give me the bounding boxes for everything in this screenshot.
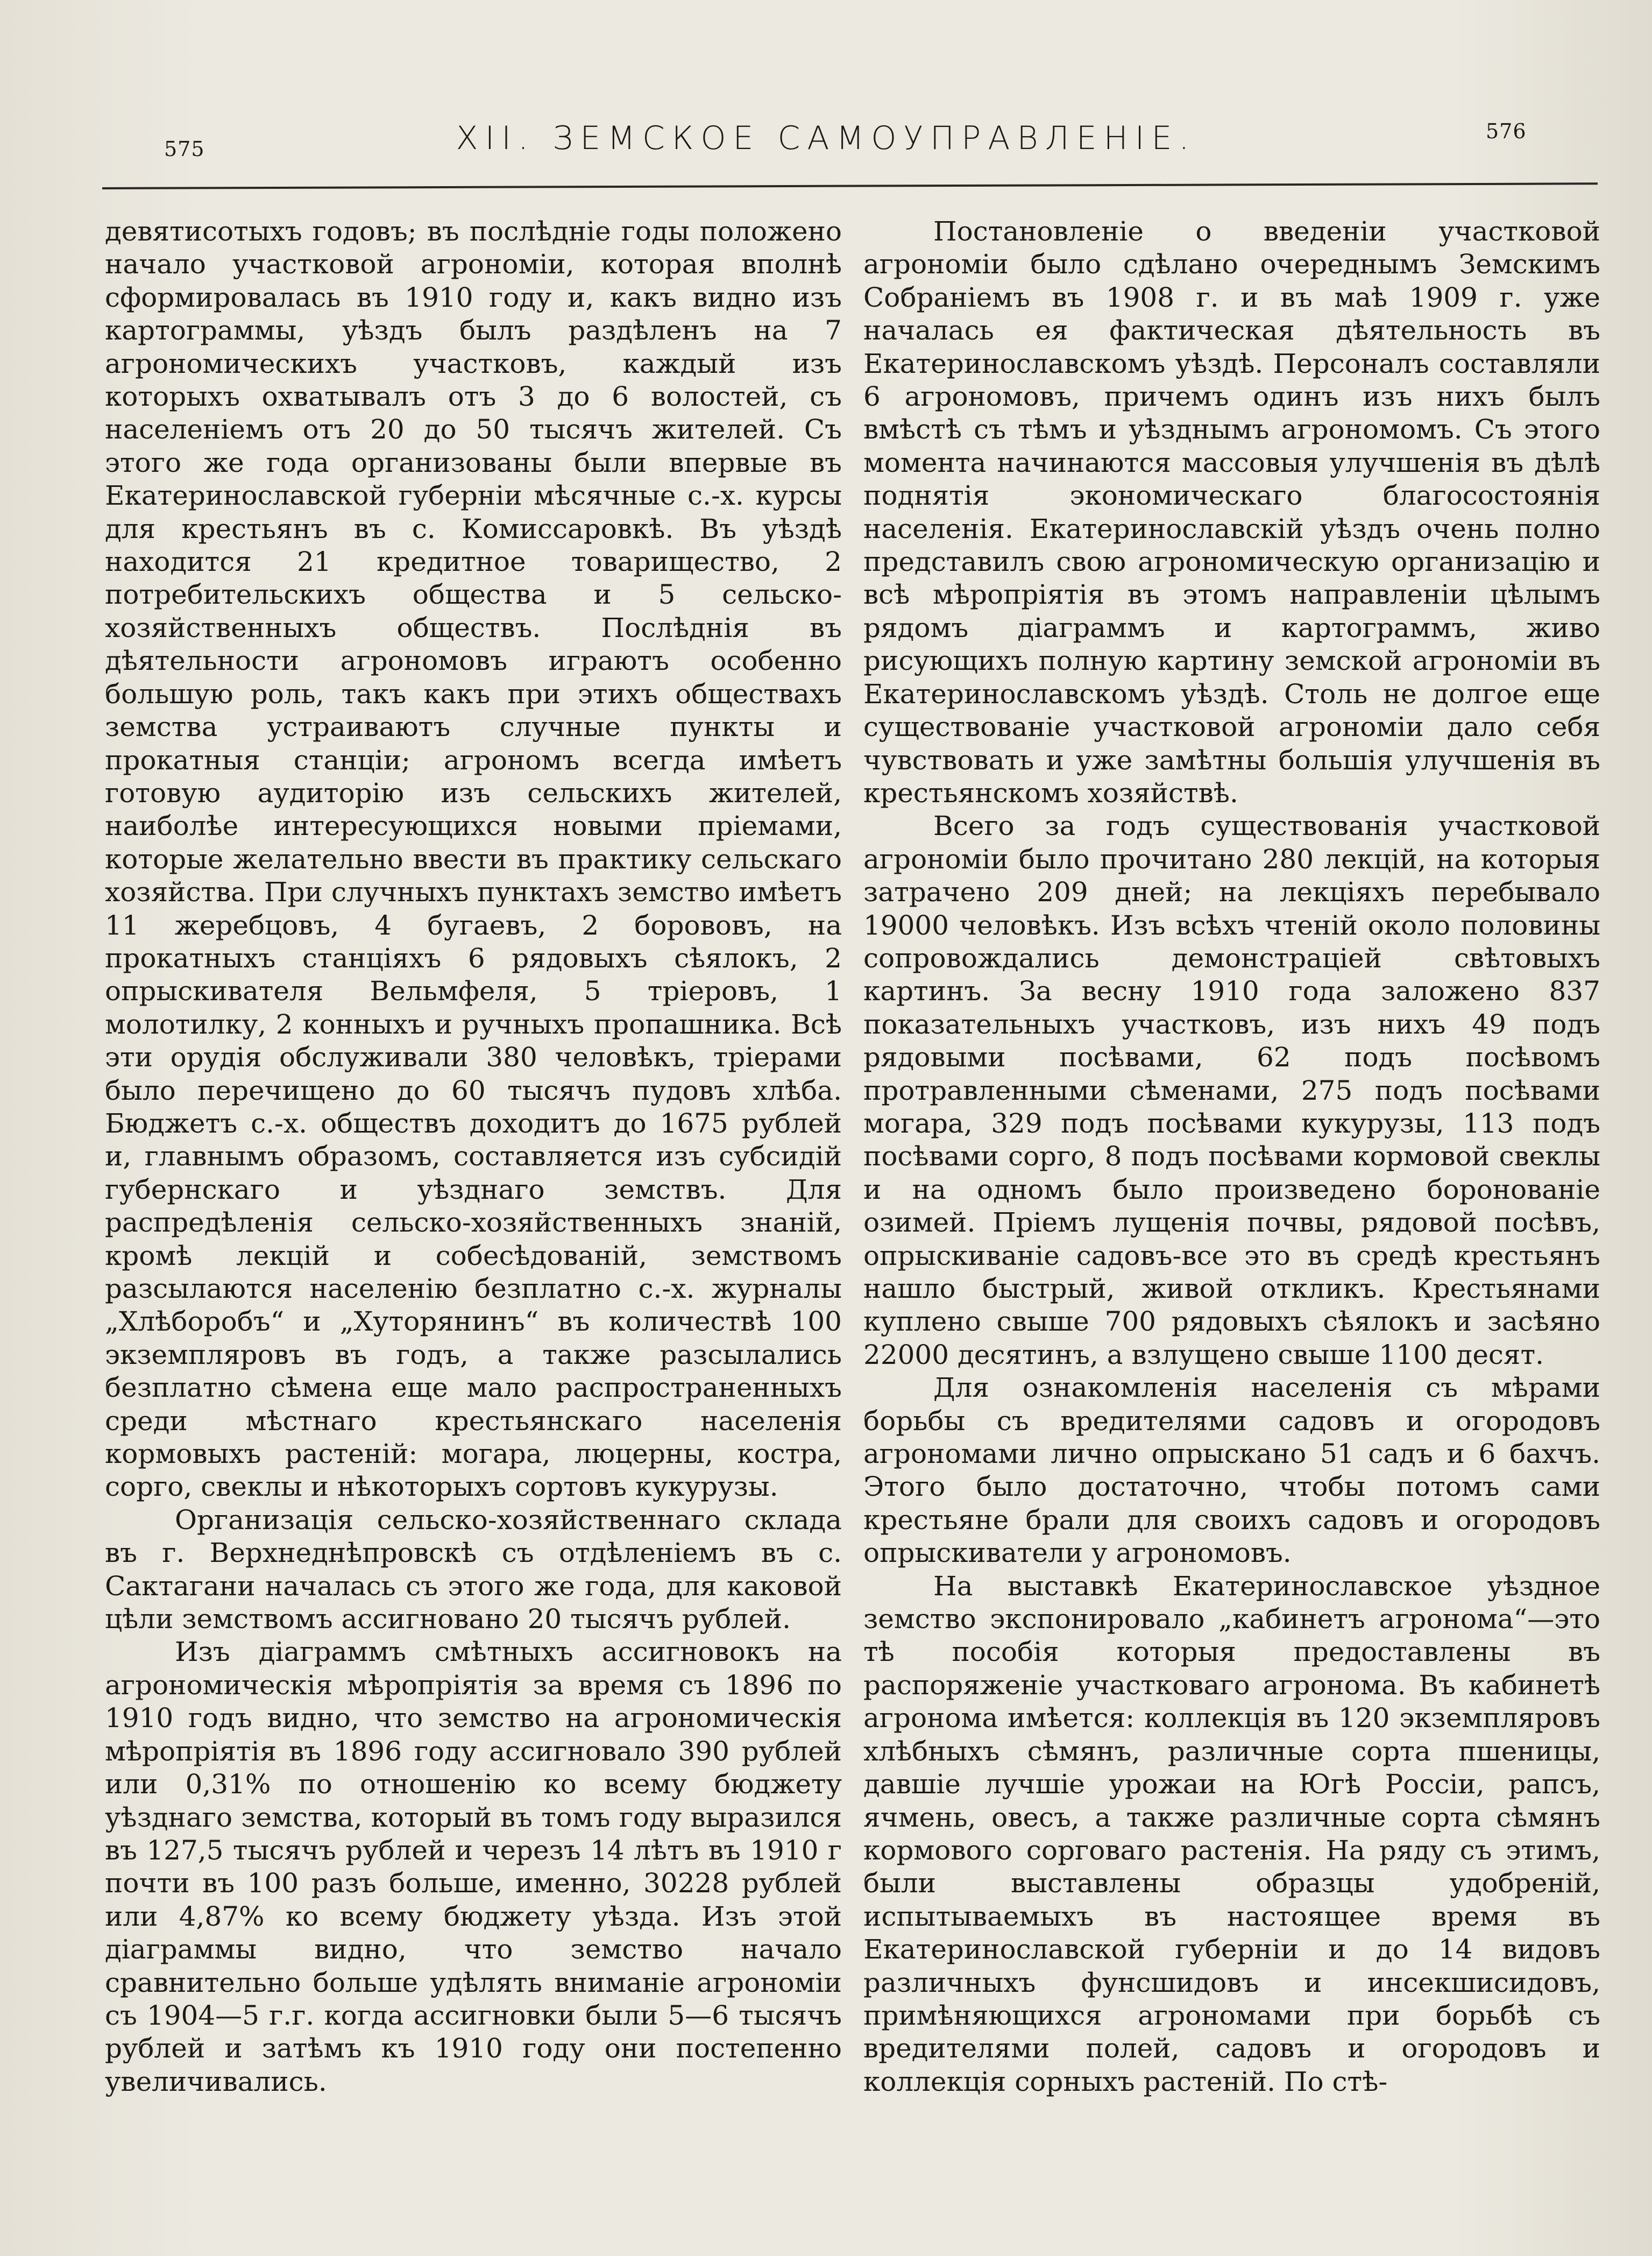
page-number-right: 576: [1486, 119, 1527, 143]
page-number-left: 575: [164, 137, 205, 161]
paragraph: Постановленіе о введеніи участковой агрономіи было сдѣлано очереднымъ Земскимъ Собраніемъ въ 1908 г. и въ маѣ 1909 г. уже началась ея фактическая дѣятельность въ Екатеринославскомъ уѣздѣ. Персоналъ составляли 6 агрономовъ, причемъ одинъ изъ нихъ былъ вмѣстѣ съ тѣмъ и уѣзднымъ агрономомъ. Съ этого момента начинаются массовыя улучшенія въ дѣлѣ поднятія экономическаго благосостоянія населенія. Екатеринославскій уѣздъ очень полно представилъ свою агрономическую организацію и всѣ мѣропріятія въ этомъ направленіи цѣлымъ рядомъ діаграммъ и картограммъ, живо рисующихъ полную картину земской агрономіи въ Екатеринославскомъ уѣздѣ. Столь не долгое еще существованіе участковой агрономіи дало себя чувствовать и уже замѣтны большія улучшенія въ крестьянскомъ хозяйствѣ.: [863, 216, 1600, 809]
paragraph: Изъ діаграммъ смѣтныхъ ассигновокъ на агрономическія мѣропріятія за время съ 1896 по 1910 годъ видно, что земство на агрономическія мѣропріятія въ 1896 году ассигновало 390 рублей или 0,31% по отношенію ко всему бюджету уѣзднаго земства, который въ томъ году выразился въ 127,5 тысячъ рублей и черезъ 14 лѣтъ въ 1910 г почти въ 100 разъ больше, именно, 30228 рублей или 4,87% ко всему бюджету уѣзда. Изъ этой діаграммы видно, что земство начало сравнительно больше удѣлять вниманіе агрономіи съ 1904—5 г.г. когда ассигновки были 5—6 тысячъ рублей и затѣмъ къ 1910 году они постепенно увеличивались.: [105, 1636, 842, 2097]
paragraph: девятисотыхъ годовъ; въ послѣдніе годы положено начало участковой агрономіи, которая вполнѣ сформировалась въ 1910 году и, какъ видно изъ картограммы, уѣздъ былъ раздѣленъ на 7 агрономическихъ участковъ, каждый изъ которыхъ охватывалъ отъ 3 до 6 волостей, съ населеніемъ отъ 20 до 50 тысячъ жителей. Съ этого же года организованы были впервые въ Екатеринославской губерніи мѣсячные с.-х. курсы для крестьянъ въ с. Комиссаровкѣ. Въ уѣздѣ находится 21 кредитное товарищество, 2 потребительскихъ общества и 5 сельско-хозяйственныхъ обществъ. Послѣднія въ дѣятельности агрономовъ играютъ особенно большую роль, такъ какъ при этихъ обществахъ земства устраиваютъ случные пункты и прокатныя станціи; агрономъ всегда имѣетъ готовую аудиторію изъ сельскихъ жителей, наиболѣе интересующихся новыми пріемами, которые желательно ввести въ практику сельскаго хозяйства. При случныхъ пунктахъ земство имѣетъ 11 жеребцовъ, 4 бугаевъ, 2 борововъ, на прокатныхъ станціяхъ 6 рядовыхъ сѣялокъ, 2 опрыскивателя Вельмфеля, 5 тріеровъ, 1 молотилку, 2 конныхъ и ручныхъ пропашника. Всѣ эти орудія обслуживали 380 человѣкъ, тріерами было перечищено до 60 тысячъ пудовъ хлѣба. Бюджетъ с.-х. обществъ доходитъ до 1675 рублей и, главнымъ образомъ, составляется изъ субсидій губернскаго и уѣзднаго земствъ. Для распредѣленія сельско-хозяйственныхъ знаній, кромѣ лекцій и собесѣдованій, земствомъ разсылаются населенію безплатно с.-х. журналы „Хлѣборобъ“ и „Хуторянинъ“ въ количествѣ 100 экземпляровъ въ годъ, а также разсылались безплатно сѣмена еще мало распространенныхъ среди мѣстнаго крестьянскаго населенія кормовыхъ растеній: могара, люцерны, костра, сорго, свеклы и нѣкоторыхъ сортовъ кукурузы.: [105, 216, 842, 1503]
header-rule: [102, 182, 1598, 189]
paragraph: Всего за годъ существованія участковой агрономіи было прочитано 280 лекцій, на которыя затрачено 209 дней; на лекціяхъ перебывало 19000 человѣкъ. Изъ всѣхъ чтеній около половины сопровождались демонстраціей свѣтовыхъ картинъ. За весну 1910 года заложено 837 показательныхъ участковъ, изъ нихъ 49 подъ рядовыми посѣвами, 62 подъ посѣвомъ протравленными сѣменами, 275 подъ посѣвами могара, 329 подъ посѣвами кукурузы, 113 подъ посѣвами сорго, 8 подъ посѣвами кормовой свеклы и на одномъ было произведено боронованіе озимей. Пріемъ лущенія почвы, рядовой посѣвъ, опрыскиваніе садовъ-все это въ средѣ крестьянъ нашло быстрый, живой откликъ. Крестьянами куплено свыше 700 рядовыхъ сѣялокъ и засѣяно 22000 десятинъ, а взлущено свыше 1100 десят.: [863, 810, 1600, 1370]
paragraph: Для ознакомленія населенія съ мѣрами борьбы съ вредителями садовъ и огородовъ агрономами лично опрыскано 51 садъ и 6 бахчъ. Этого было достаточно, чтобы потомъ сами крестьяне брали для своихъ садовъ и огородовъ опрыскиватели у агрономовъ.: [863, 1372, 1600, 1569]
left-column: [105, 215, 842, 2098]
paragraph: На выставкѣ Екатеринославское уѣздное земство экспонировало „кабинетъ агронома“—это тѣ пособія которыя предоставлены въ распоряженіе участковаго агронома. Въ кабинетѣ агронома имѣется: коллекція въ 120 экземпляровъ хлѣбныхъ сѣмянъ, различные сорта пшеницы, давшіе лучшіе урожаи на Югѣ Россіи, рапсъ, ячмень, овесъ, а также различные сорта сѣмянъ кормового сорговаго растенія. На ряду съ этимъ, были выставлены образцы удобреній, испытываемыхъ въ настоящее время въ Екатеринославской губерніи и до 14 видовъ различныхъ фунсшидовъ и инсекшисидовъ, примѣняющихся агрономами при борьбѣ съ вредителями полей, садовъ и огородовъ и коллекція сорныхъ растеній. По стѣ-: [863, 1570, 1600, 2097]
right-column: [863, 215, 1600, 2098]
paragraph: Организація сельско-хозяйственнаго склада въ г. Верхнеднѣпровскѣ съ отдѣленіемъ въ с. Сактагани началась съ этого же года, для каковой цѣли земствомъ ассигновано 20 тысячъ рублей.: [105, 1504, 842, 1635]
running-header: XII. ЗЕМСКОЕ САМОУПРАВЛЕНІЕ.: [456, 119, 1196, 157]
